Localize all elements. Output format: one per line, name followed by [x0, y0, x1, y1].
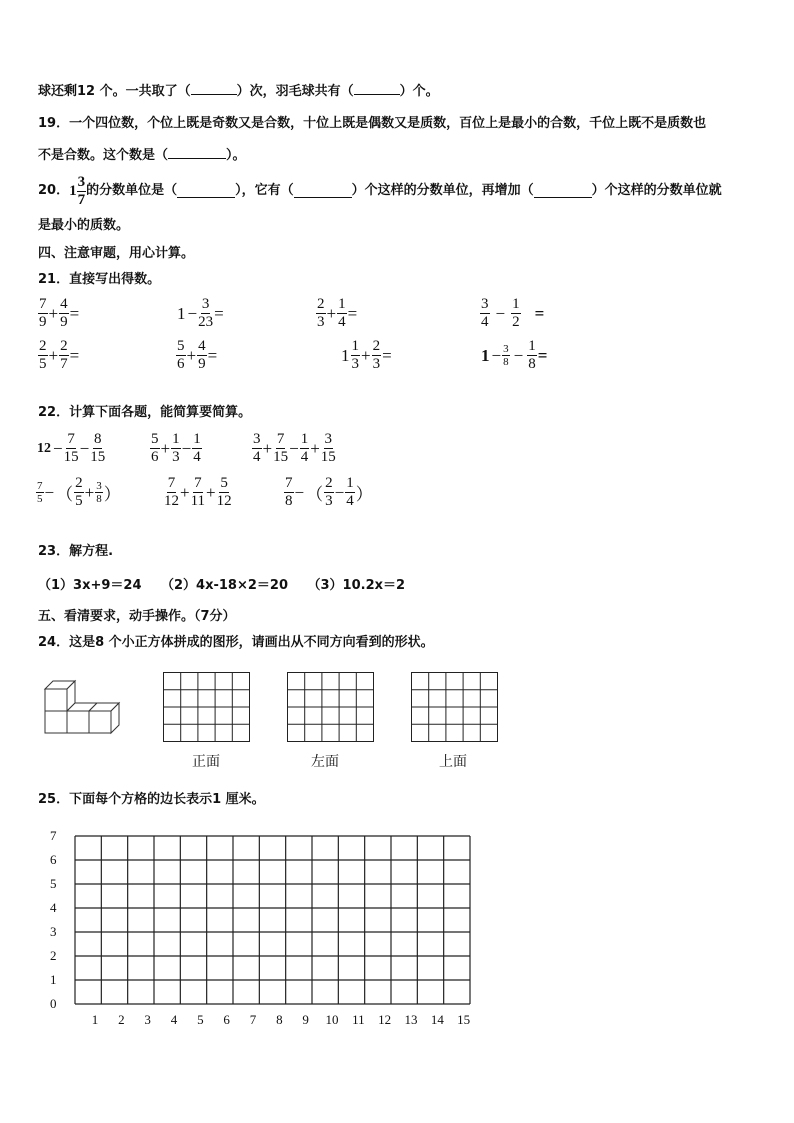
x-tick-label: 2 [118, 1012, 125, 1027]
q20-line2: 是最小的质数。 [38, 218, 130, 233]
answer-blank[interactable] [177, 185, 235, 198]
x-tick-label: 1 [91, 1012, 99, 1027]
x-tick-label: 9 [302, 1012, 309, 1027]
q21-title: 21．直接写出得数。 [38, 272, 161, 287]
q22-expr-6: $\frac{7}{8}$ − （ $\frac{2}{3}$ − $\frac{1}{4}$ ） [285, 475, 373, 509]
y-tick-label: 6 [50, 852, 57, 867]
q22-title: 22．计算下面各题，能简算要简算。 [38, 405, 252, 420]
y-tick-label: 4 [50, 900, 57, 915]
x-tick-label: 12 [378, 1012, 392, 1027]
x-tick-label: 11 [352, 1012, 365, 1027]
answer-blank[interactable] [191, 82, 237, 95]
x-tick-label: 4 [170, 1012, 178, 1027]
q21-expr: 1 − $\frac{3}{23}$ = [177, 296, 224, 330]
answer-blank[interactable] [534, 185, 592, 198]
q21-expr: 1 $\frac{1}{3}$ + $\frac{2}{3}$ = [341, 338, 392, 372]
left-view-label: 左面 [311, 753, 339, 769]
y-tick-label: 0 [50, 996, 57, 1011]
q19-line1: 19．一个四位数，个位上既是奇数又是合数，十位上既是偶数又是质数，百位上是最小的合数，千位上既不是质数也 [38, 116, 707, 131]
q23-title: 23．解方程. [38, 544, 114, 559]
q19-line2: 不是合数。这个数是（ ）。 [38, 148, 246, 163]
q21-expr: $\frac{2}{3}$ + $\frac{1}{4}$ = [317, 296, 358, 330]
q18-tail-line: 球还剩12 个。一共取了（ ）次，羽毛球共有（ ）个。 [38, 84, 439, 99]
x-tick-label: 13 [404, 1012, 418, 1027]
top-view-label: 上面 [439, 753, 467, 769]
q25-title: 25．下面每个方格的边长表示1 厘米。 [38, 792, 265, 807]
coordinate-grid[interactable] [40, 824, 490, 1034]
q21-expr: $\frac{3}{4}$ − $\frac{1}{2}$ = [481, 296, 545, 330]
x-tick-label: 3 [144, 1012, 151, 1027]
q21-expr: 1 − $\frac{3}{8}$ − $\frac{1}{8}$ = [481, 338, 548, 372]
cube-figure [40, 676, 124, 736]
x-tick-label: 8 [276, 1012, 283, 1027]
q22-expr-5: $\frac{7}{12}$ + $\frac{7}{11}$ + $\frac{5}{12}$ [164, 475, 232, 509]
x-tick-label: 5 [197, 1012, 204, 1027]
answer-blank[interactable] [168, 146, 226, 159]
x-tick-label: 14 [430, 1012, 444, 1027]
y-tick-label: 2 [50, 948, 57, 963]
section4-heading: 四、注意审题，用心计算。 [38, 246, 195, 261]
q22-expr-3: $\frac{3}{4}$ + $\frac{7}{15}$ − $\frac{1}{4}$ + $\frac{3}{15}$ [253, 431, 336, 465]
y-tick-label: 7 [50, 828, 57, 843]
x-tick-label: 10 [325, 1012, 339, 1027]
q22-expr-1: 12 − $\frac{7}{15}$ − $\frac{8}{15}$ [37, 431, 106, 465]
section5-heading: 五、看清要求，动手操作。（7分） [38, 609, 236, 624]
q23-equations: （1）3x+9＝24 （2）4x-18×2＝20 （3）10.2x＝2 [38, 578, 406, 593]
q22-expr-4: $\frac{7}{5}$ − （ $\frac{2}{5}$ + $\frac{3}{8}$ ） [37, 475, 121, 509]
x-tick-label: 6 [223, 1012, 230, 1027]
q21-expr: $\frac{7}{9}$ + $\frac{4}{9}$ = [39, 296, 80, 330]
q21-expr: $\frac{2}{5}$ + $\frac{2}{7}$ = [39, 338, 80, 372]
q22-expr-2: $\frac{5}{6}$ + $\frac{1}{3}$ − $\frac{1}{4}$ [151, 431, 201, 465]
q24-title: 24．这是8 个小正方体拼成的图形，请画出从不同方向看到的形状。 [38, 635, 434, 650]
x-tick-label: 15 [457, 1012, 471, 1027]
left-view-grid[interactable] [287, 672, 375, 743]
front-view-grid[interactable] [163, 672, 251, 743]
q21-expr: $\frac{5}{6}$ + $\frac{4}{9}$ = [177, 338, 218, 372]
q20-line1: 20． 1 $\frac{3}{7}$ 的分数单位是（ ），它有（ ）个这样的分数单位，再增加（ ）个这样的分数单位就 [38, 173, 722, 208]
mixed-number: 1 $\frac{3}{7}$ [69, 173, 86, 208]
y-tick-label: 5 [50, 876, 57, 891]
y-tick-label: 1 [50, 972, 57, 987]
top-view-grid[interactable] [411, 672, 499, 743]
x-tick-label: 7 [249, 1012, 257, 1027]
front-view-label: 正面 [192, 753, 220, 769]
y-tick-label: 3 [50, 924, 57, 939]
answer-blank[interactable] [354, 82, 400, 95]
answer-blank[interactable] [294, 185, 352, 198]
